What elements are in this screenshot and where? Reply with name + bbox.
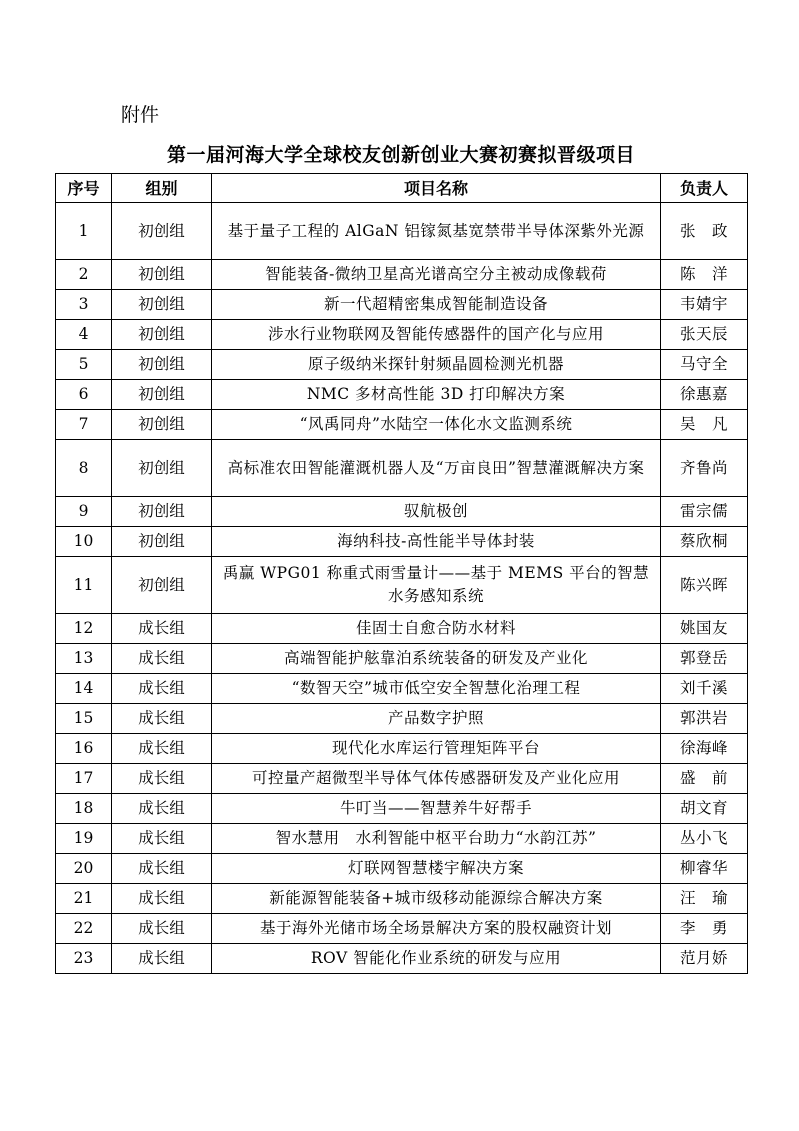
row-project: 原子级纳米探针射频晶圆检测光机器 xyxy=(212,350,661,380)
row-group: 成长组 xyxy=(112,854,212,884)
row-no: 21 xyxy=(56,884,112,914)
row-leader: 郭洪岩 xyxy=(661,704,748,734)
row-project: 可控量产超微型半导体气体传感器研发及产业化应用 xyxy=(212,764,661,794)
page-title: 第一届河海大学全球校友创新创业大赛初赛拟晋级项目 xyxy=(166,144,635,166)
table-row xyxy=(56,320,748,350)
row-leader: 徐海峰 xyxy=(661,734,748,764)
row-no: 16 xyxy=(56,734,112,764)
row-leader: 马守全 xyxy=(661,350,748,380)
row-project: 禹赢 WPG01 称重式雨雪量计——基于 MEMS 平台的智慧水务感知系统 xyxy=(212,557,661,614)
row-group: 初创组 xyxy=(112,260,212,290)
row-project: 高标准农田智能灌溉机器人及“万亩良田”智慧灌溉解决方案 xyxy=(212,440,661,497)
row-project: 基于海外光储市场全场景解决方案的股权融资计划 xyxy=(212,914,661,944)
row-no: 23 xyxy=(56,944,112,974)
row-group: 成长组 xyxy=(112,824,212,854)
row-leader: 雷宗儒 xyxy=(661,497,748,527)
row-no: 7 xyxy=(56,410,112,440)
row-no: 2 xyxy=(56,260,112,290)
header-project: 项目名称 xyxy=(212,174,661,203)
row-group: 初创组 xyxy=(112,440,212,497)
row-group: 初创组 xyxy=(112,320,212,350)
row-leader: 张 政 xyxy=(661,203,748,260)
row-project: 新能源智能装备+城市级移动能源综合解决方案 xyxy=(212,884,661,914)
row-no: 10 xyxy=(56,527,112,557)
row-project: 产品数字护照 xyxy=(212,704,661,734)
row-project: “风禹同舟”水陆空一体化水文监测系统 xyxy=(212,410,661,440)
row-no: 20 xyxy=(56,854,112,884)
row-no: 22 xyxy=(56,914,112,944)
row-group: 成长组 xyxy=(112,944,212,974)
row-group: 初创组 xyxy=(112,557,212,614)
row-group: 成长组 xyxy=(112,764,212,794)
row-project: “数智天空”城市低空安全智慧化治理工程 xyxy=(212,674,661,704)
row-no: 11 xyxy=(56,557,112,614)
row-leader: 张天辰 xyxy=(661,320,748,350)
row-group: 初创组 xyxy=(112,380,212,410)
table-row xyxy=(56,410,748,440)
row-project: 基于量子工程的 AlGaN 铝镓氮基宽禁带半导体深紫外光源 xyxy=(212,203,661,260)
row-leader: 李 勇 xyxy=(661,914,748,944)
row-project: 灯联网智慧楼宇解决方案 xyxy=(212,854,661,884)
table-row xyxy=(56,290,748,320)
table-row xyxy=(56,824,748,854)
row-no: 1 xyxy=(56,203,112,260)
row-no: 18 xyxy=(56,794,112,824)
attachment-label: 附件 xyxy=(121,104,160,126)
row-project: 智水慧用 水利智能中枢平台助力“水韵江苏” xyxy=(212,824,661,854)
row-project: 高端智能护舷靠泊系统装备的研发及产业化 xyxy=(212,644,661,674)
row-leader: 徐惠嘉 xyxy=(661,380,748,410)
header-group: 组别 xyxy=(112,174,212,203)
row-no: 5 xyxy=(56,350,112,380)
row-group: 初创组 xyxy=(112,350,212,380)
row-leader: 范月娇 xyxy=(661,944,748,974)
header-leader: 负责人 xyxy=(661,174,748,203)
row-group: 成长组 xyxy=(112,614,212,644)
row-group: 初创组 xyxy=(112,410,212,440)
row-group: 成长组 xyxy=(112,734,212,764)
table-row xyxy=(56,944,748,974)
table-row xyxy=(56,440,748,497)
row-group: 初创组 xyxy=(112,527,212,557)
row-project: 新一代超精密集成智能制造设备 xyxy=(212,290,661,320)
row-project: 现代化水库运行管理矩阵平台 xyxy=(212,734,661,764)
table-row xyxy=(56,854,748,884)
row-group: 成长组 xyxy=(112,884,212,914)
row-leader: 盛 前 xyxy=(661,764,748,794)
row-project: 智能装备-微纳卫星高光谱高空分主被动成像载荷 xyxy=(212,260,661,290)
row-leader: 吴 凡 xyxy=(661,410,748,440)
table-row xyxy=(56,674,748,704)
table-row xyxy=(56,350,748,380)
row-group: 初创组 xyxy=(112,497,212,527)
header-no: 序号 xyxy=(56,174,112,203)
table-row xyxy=(56,704,748,734)
table-row xyxy=(56,614,748,644)
row-group: 成长组 xyxy=(112,794,212,824)
table-row xyxy=(56,203,748,260)
table-row xyxy=(56,764,748,794)
row-project: 牛叮当——智慧养牛好帮手 xyxy=(212,794,661,824)
row-leader: 陈兴晖 xyxy=(661,557,748,614)
row-group: 成长组 xyxy=(112,914,212,944)
row-no: 8 xyxy=(56,440,112,497)
row-group: 成长组 xyxy=(112,674,212,704)
row-group: 初创组 xyxy=(112,290,212,320)
row-no: 4 xyxy=(56,320,112,350)
row-no: 6 xyxy=(56,380,112,410)
row-no: 13 xyxy=(56,644,112,674)
table-header-row xyxy=(56,174,748,203)
row-no: 12 xyxy=(56,614,112,644)
row-group: 初创组 xyxy=(112,203,212,260)
table-row xyxy=(56,497,748,527)
row-project: ROV 智能化作业系统的研发与应用 xyxy=(212,944,661,974)
table-row xyxy=(56,644,748,674)
row-leader: 齐鲁尚 xyxy=(661,440,748,497)
row-project: NMC 多材高性能 3D 打印解决方案 xyxy=(212,380,661,410)
row-no: 3 xyxy=(56,290,112,320)
row-project: 涉水行业物联网及智能传感器件的国产化与应用 xyxy=(212,320,661,350)
table-row xyxy=(56,914,748,944)
row-project: 海纳科技-高性能半导体封装 xyxy=(212,527,661,557)
row-project: 驭航极创 xyxy=(212,497,661,527)
table-row xyxy=(56,734,748,764)
table-row xyxy=(56,260,748,290)
table-row xyxy=(56,527,748,557)
row-no: 9 xyxy=(56,497,112,527)
row-leader: 丛小飞 xyxy=(661,824,748,854)
row-no: 17 xyxy=(56,764,112,794)
row-no: 19 xyxy=(56,824,112,854)
row-group: 成长组 xyxy=(112,644,212,674)
table-row xyxy=(56,380,748,410)
table-row xyxy=(56,794,748,824)
row-leader: 郭登岳 xyxy=(661,644,748,674)
table-row xyxy=(56,557,748,614)
row-leader: 胡文育 xyxy=(661,794,748,824)
row-group: 成长组 xyxy=(112,704,212,734)
table-row xyxy=(56,884,748,914)
row-leader: 陈 洋 xyxy=(661,260,748,290)
row-leader: 汪 瑜 xyxy=(661,884,748,914)
row-leader: 刘千溪 xyxy=(661,674,748,704)
project-table xyxy=(55,173,748,974)
row-no: 15 xyxy=(56,704,112,734)
row-leader: 柳睿华 xyxy=(661,854,748,884)
row-project: 佳固士自愈合防水材料 xyxy=(212,614,661,644)
row-leader: 姚国友 xyxy=(661,614,748,644)
row-leader: 蔡欣桐 xyxy=(661,527,748,557)
row-no: 14 xyxy=(56,674,112,704)
row-leader: 韦婧宇 xyxy=(661,290,748,320)
